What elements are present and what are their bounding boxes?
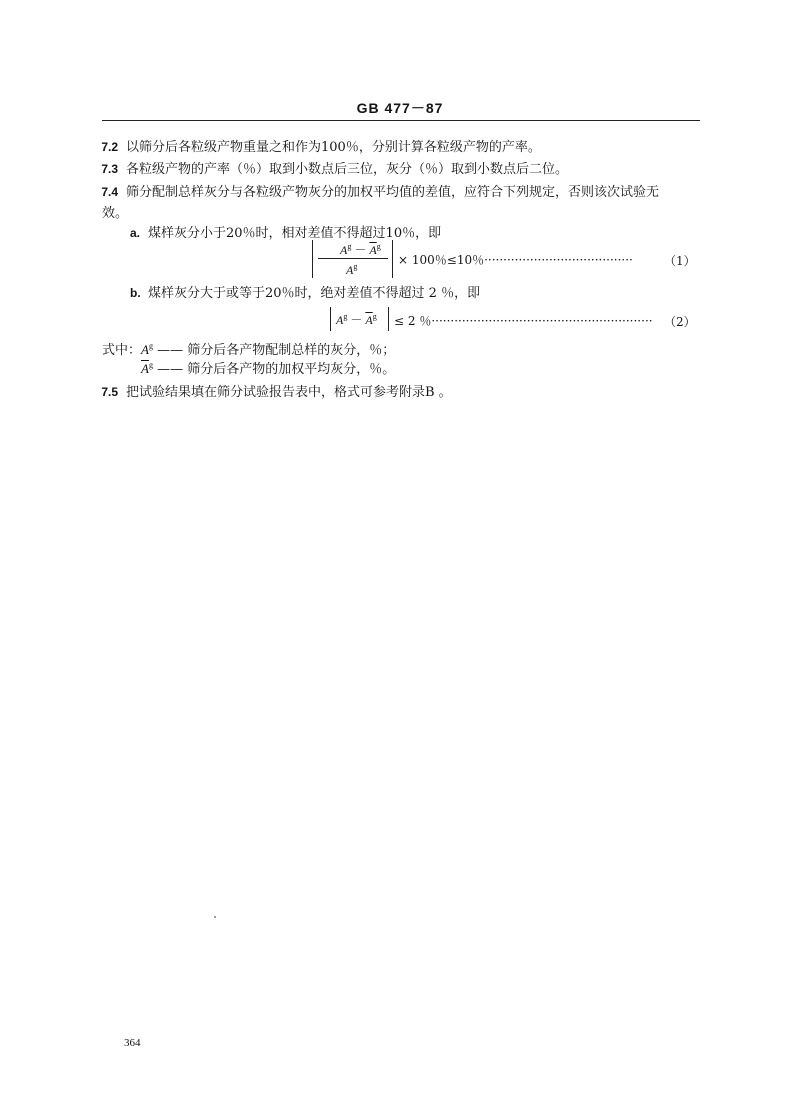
abs-bar-right bbox=[388, 307, 389, 331]
abs-bar-left bbox=[330, 307, 331, 331]
item-a bbox=[130, 222, 441, 241]
section-number: 7.5 bbox=[101, 385, 118, 399]
formula-2-number: （2） bbox=[664, 315, 696, 329]
section-number: 7.3 bbox=[101, 162, 118, 176]
symbol: $A^g$ bbox=[141, 341, 153, 357]
symbol-description: —— 筛分后各产物配制总样的灰分，％； bbox=[157, 343, 396, 358]
section-7-2 bbox=[84, 136, 541, 155]
where-lead: 式中： bbox=[102, 343, 142, 358]
formula-2-expression: $A^g - \overline{A}^g$ bbox=[336, 312, 377, 327]
abs-bar-right bbox=[392, 240, 393, 278]
section-text: 各粒级产物的产率（％）取到小数点后三位，灰分（％）取到小数点后二位。 bbox=[126, 162, 569, 177]
symbol: $\overline{A}^g$ bbox=[141, 360, 153, 376]
formula-1-denominator: $A^g$ bbox=[346, 262, 358, 277]
standard-number: GB 477－87 bbox=[356, 100, 444, 116]
header-rule bbox=[102, 120, 700, 121]
page-number: 364 bbox=[124, 1037, 141, 1049]
scan-speck bbox=[214, 916, 216, 918]
section-number: 7.4 bbox=[101, 185, 118, 199]
section-text: 筛分配制总样灰分与各粒级产物灰分的加权平均值的差值，应符合下列规定，否则该次试验无 bbox=[126, 185, 660, 200]
formula-2-tail: ≤ 2 ％·························································· bbox=[394, 314, 653, 328]
section-text: 把试验结果填在筛分试验报告表中，格式可参考附录B 。 bbox=[126, 385, 452, 400]
item-text: 煤样灰分大于或等于20％时，绝对差值不得超过 2 ％，即 bbox=[148, 286, 481, 301]
abs-bar-left bbox=[312, 240, 313, 278]
section-text: 以筛分后各粒级产物重量之和作为100％，分别计算各粒级产物的产率。 bbox=[126, 140, 541, 155]
item-text: 煤样灰分小于20％时，相对差值不得超过10％，即 bbox=[148, 226, 442, 241]
section-number: 7.2 bbox=[101, 140, 118, 154]
where-line-1 bbox=[102, 339, 395, 358]
section-7-5 bbox=[84, 381, 452, 400]
fraction-bar bbox=[318, 258, 388, 259]
formula-1-tail: × 100％≤10％······································· bbox=[398, 253, 633, 267]
formula-1-number: （1） bbox=[664, 254, 696, 268]
item-letter: b. bbox=[130, 286, 141, 300]
section-7-4-continued: 效。 bbox=[102, 206, 129, 221]
item-b bbox=[130, 282, 480, 301]
item-letter: a. bbox=[130, 226, 141, 240]
formula-1-numerator: $A^g - \overline{A}^g$ bbox=[340, 242, 381, 257]
where-line-2 bbox=[141, 358, 395, 377]
section-7-3 bbox=[84, 158, 568, 177]
section-7-4 bbox=[84, 181, 659, 200]
symbol-description: —— 筛分后各产物的加权平均灰分，％。 bbox=[157, 362, 396, 377]
